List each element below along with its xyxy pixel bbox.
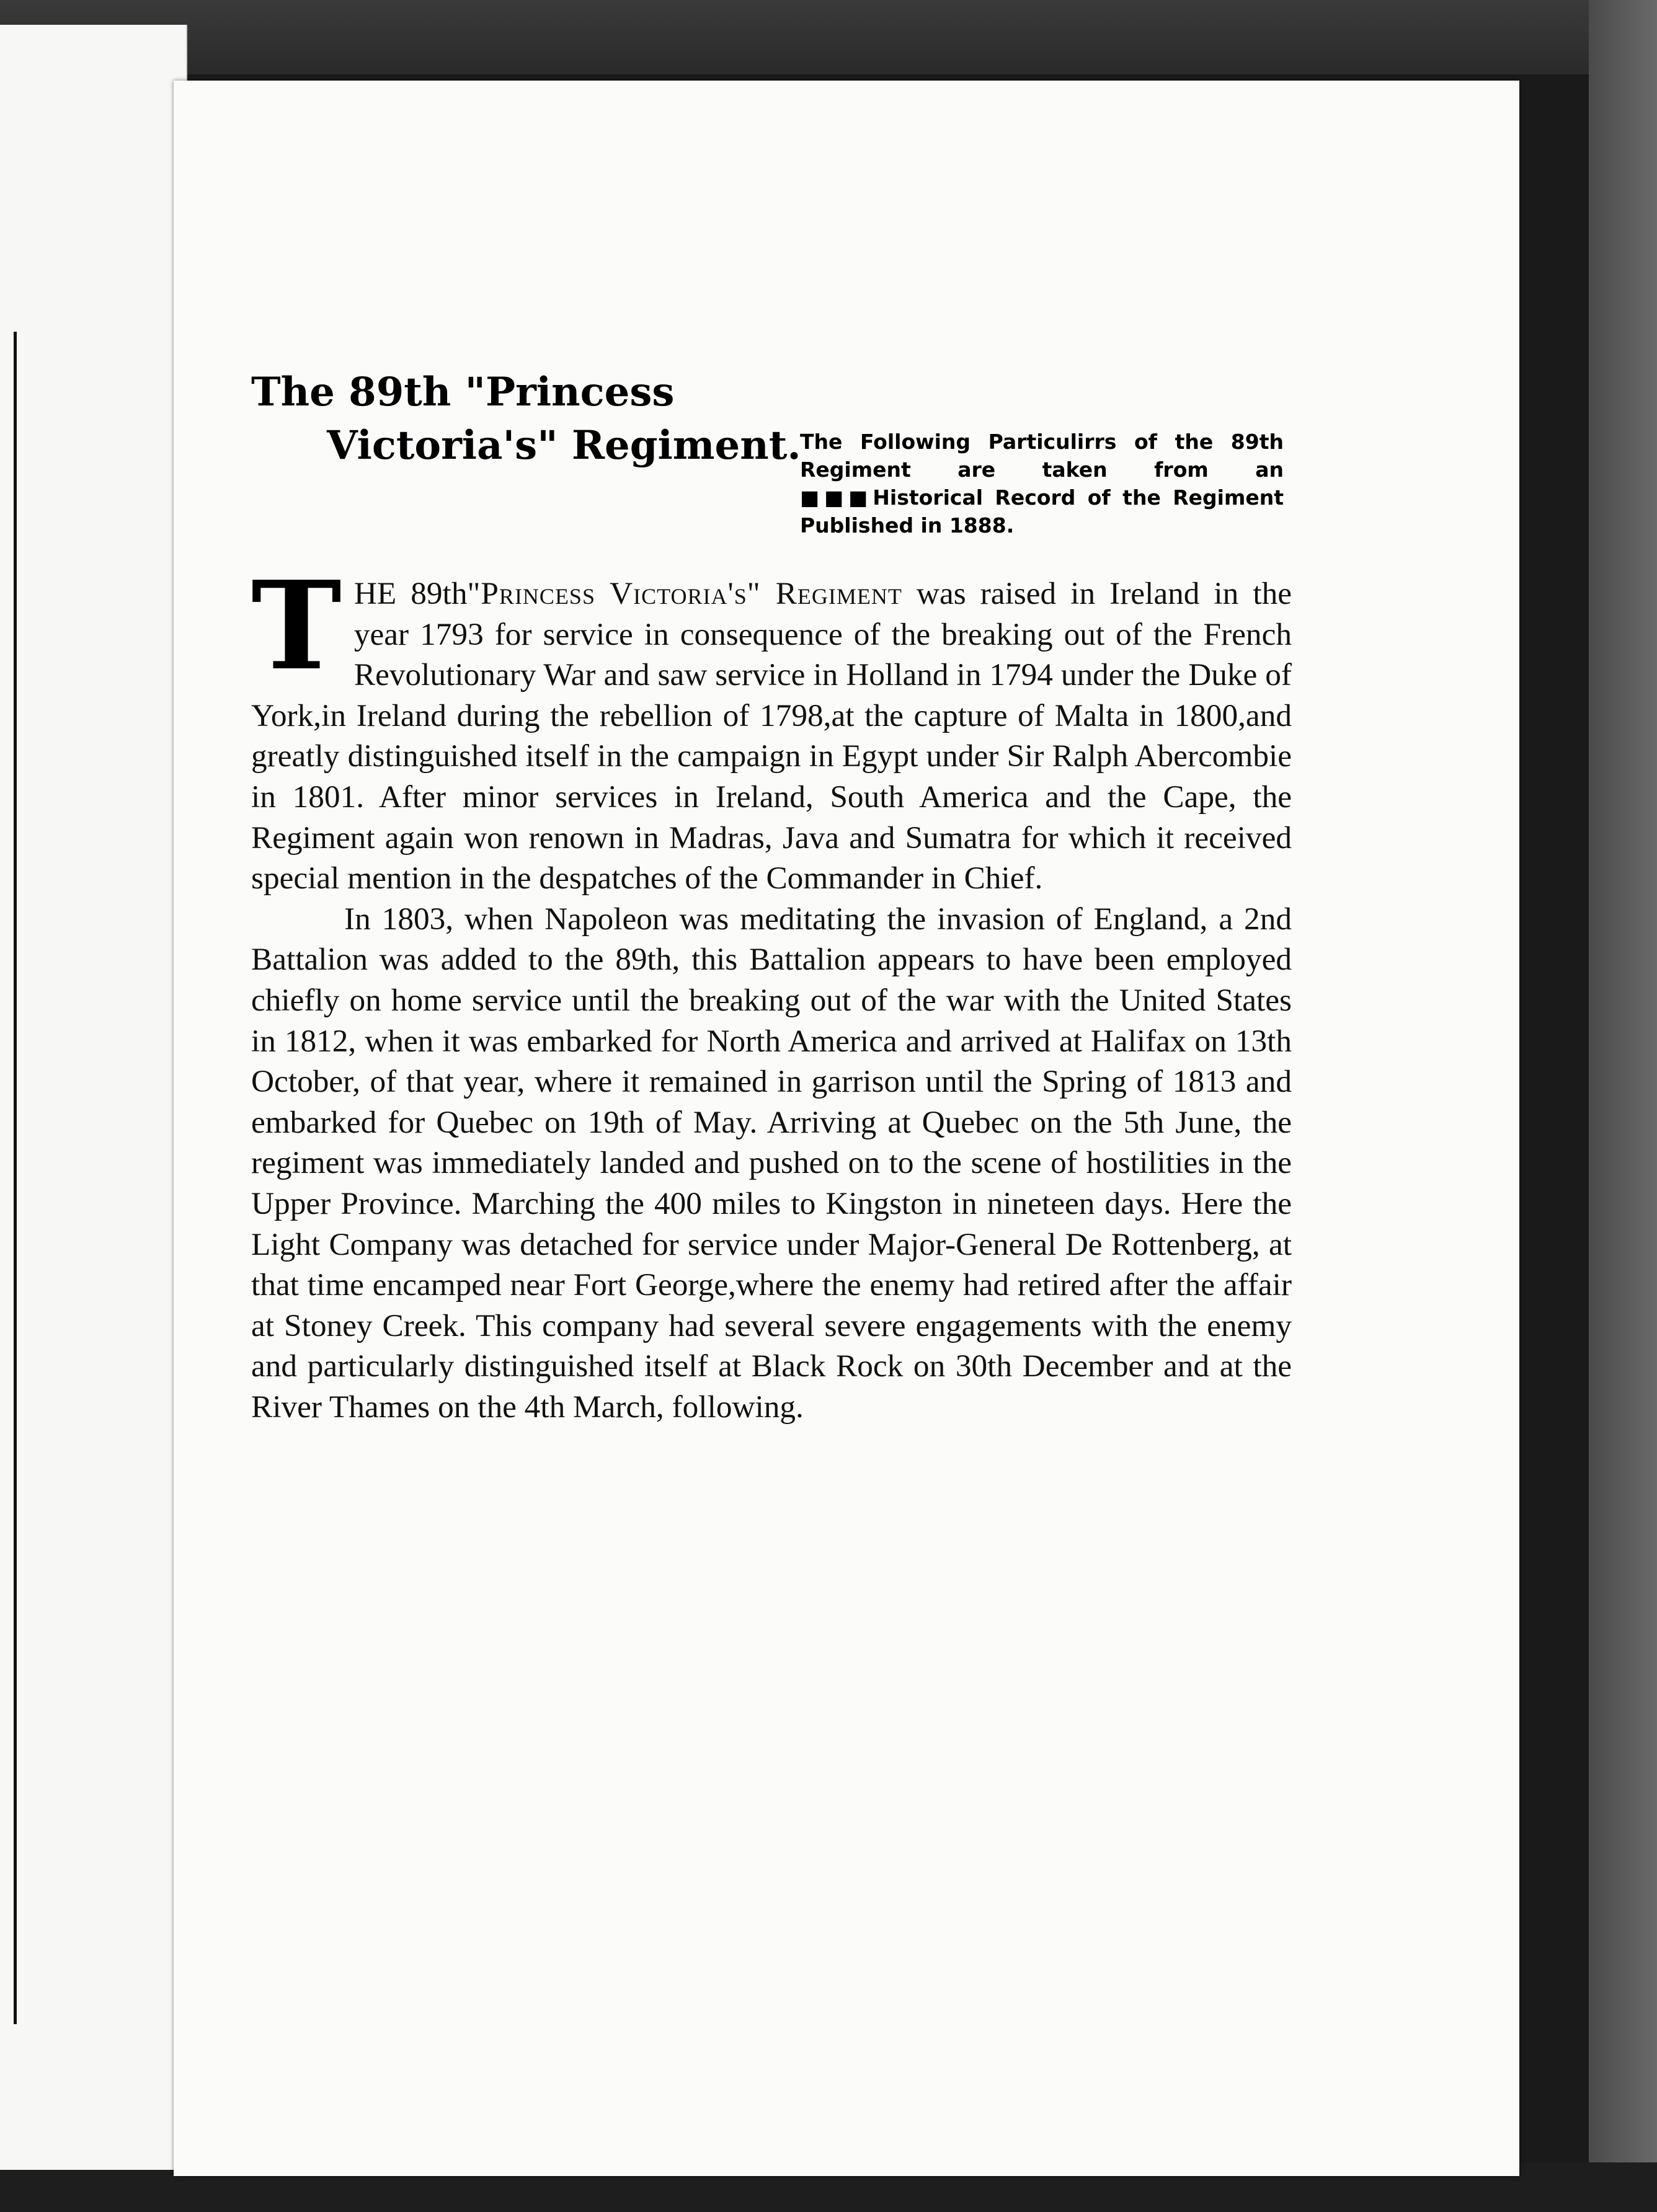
scan-top-border bbox=[0, 0, 1657, 74]
regiment-name: "Princess Victoria's" Regiment bbox=[467, 576, 902, 611]
previous-page-rule bbox=[0, 332, 17, 2024]
title-line-1: The 89th "Princess bbox=[251, 369, 675, 415]
scan-right-border bbox=[1589, 0, 1657, 2212]
source-note: The Following Particulirrs of the 89th Regiment are taken from an ■■■Historical Record of the Regiment Published in 1888. bbox=[800, 430, 1284, 538]
body-text bbox=[251, 555, 1292, 1427]
paragraph-2: In 1803, when Napoleon was meditating the invasion of England, a 2nd Battalion was added to the 89th, this Battalion appears to have been employed chiefly on home service until the breaking out of the war with the United States in 1812, when it was embarked for North America and arrived at Halifax on 13th October, of that year, where it remained in garrison until the Spring of 1813 and embarked for Quebec on 19th of May. Arriving at Quebec on the 5th June, the regiment was immediately landed and pushed on to the scene of hostilities in the Upper Province. Marching the 400 miles to Kingston in nineteen days. Here the Light Company was detached for service under Major-General De Rottenberg, at that time encamped near Fort George,where the enemy had retired after the affair at Stoney Creek. This company had several severe engagements with the enemy and particularly distinguished itself at Black Rock on 30th December and at the River Thames on the 4th March, following. bbox=[251, 901, 1292, 1425]
previous-page-edge bbox=[0, 25, 187, 2170]
paragraph-1-lead: HE 89th bbox=[353, 576, 468, 611]
paragraph-1-rest: was raised in Ireland in the year 1793 for service in consequence of the breaking out of the French Revolutionary War and saw service in Holland in 1794 under the Duke of York,in Ireland during the rebellion of 1798,at the capture of Malta in 1800,and greatly distinguished itself in the campaign in Egypt under Sir Ralph Abercombie in 1801. After minor services in Ireland, South America and the Cape, the Regiment again won renown in Madras, Java and Sumatra for which it received special mention in the despatches of the Commander in Chief. bbox=[251, 576, 1292, 896]
paragraph-1 bbox=[251, 555, 1292, 899]
title-line-2: Victoria's" Regiment. bbox=[327, 422, 801, 469]
drop-cap: T bbox=[251, 555, 342, 697]
